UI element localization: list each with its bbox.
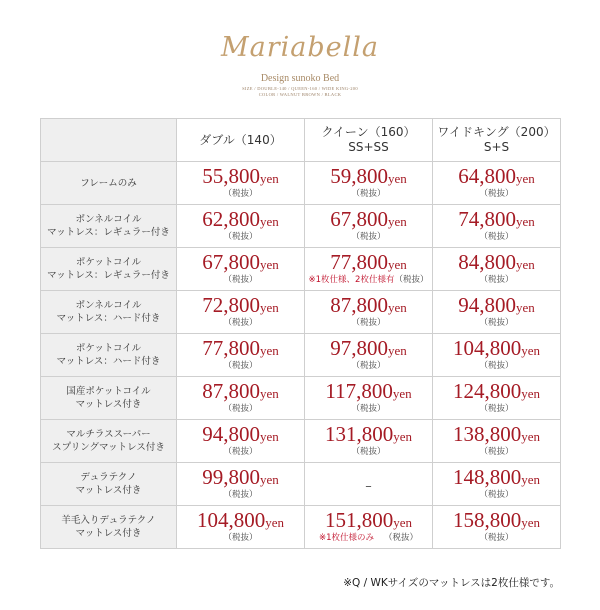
- table-row: [41, 291, 561, 334]
- spec-note: ※1枚仕様、2枚仕様有: [308, 275, 395, 285]
- tax-excluded-label: （税抜）: [479, 490, 514, 500]
- price-currency: yen: [387, 343, 407, 358]
- price-amount: 62,800: [202, 207, 260, 231]
- table-row: [41, 463, 561, 506]
- tax-line: [305, 275, 432, 286]
- price-amount: 77,800: [330, 250, 388, 274]
- price: [305, 510, 432, 533]
- tax-excluded-label: （税抜）: [479, 275, 514, 285]
- price-amount: 104,800: [196, 508, 266, 532]
- brand-logo: [0, 0, 600, 110]
- tax-excluded-label: （税抜）: [394, 275, 429, 285]
- price-cell: [433, 377, 561, 420]
- price-currency: yen: [515, 214, 535, 229]
- tax-excluded-label: （税抜）: [223, 533, 258, 543]
- tax-line: [305, 318, 432, 329]
- price-amount: 84,800: [458, 250, 516, 274]
- price-currency: yen: [259, 171, 279, 186]
- tax-line: [177, 361, 304, 372]
- price-cell: [305, 248, 433, 291]
- tax-excluded-label: （税抜）: [384, 533, 419, 543]
- price-amount: 74,800: [458, 207, 516, 231]
- price-currency: yen: [387, 300, 407, 315]
- price-amount: 99,800: [202, 465, 260, 489]
- tax-excluded-label: （税抜）: [223, 189, 258, 199]
- price-currency: yen: [515, 300, 535, 315]
- logo-sizes: SIZE / DOUBLE-140 / QUEEN-160 / WIDE KING-200: [242, 86, 358, 91]
- price-amount: 72,800: [202, 293, 260, 317]
- price-cell: [305, 334, 433, 377]
- tax-excluded-label: （税抜）: [351, 318, 386, 328]
- price-amount: 59,800: [330, 164, 388, 188]
- logo-subtitle: Design sunoko Bed: [260, 73, 340, 84]
- table-row: [41, 377, 561, 420]
- price-cell: [433, 205, 561, 248]
- tax-line: [177, 189, 304, 200]
- price: [305, 209, 432, 232]
- price: [433, 252, 560, 275]
- price-cell: [305, 205, 433, 248]
- price: [305, 166, 432, 189]
- price-currency: yen: [387, 214, 407, 229]
- price-amount: 64,800: [458, 164, 516, 188]
- row-label: [41, 291, 177, 334]
- tax-excluded-label: （税抜）: [223, 275, 258, 285]
- tax-excluded-label: （税抜）: [479, 447, 514, 457]
- price-cell: [433, 291, 561, 334]
- tax-line: [433, 232, 560, 243]
- row-label: [41, 506, 177, 549]
- price-amount: 87,800: [202, 379, 260, 403]
- tax-excluded-label: （税抜）: [351, 361, 386, 371]
- tax-line: [433, 275, 560, 286]
- tax-excluded-label: （税抜）: [223, 404, 258, 414]
- row-label-line: マルチラススーパー: [66, 429, 151, 440]
- row-label: [41, 248, 177, 291]
- price: [177, 209, 304, 232]
- price-cell: [177, 248, 305, 291]
- tax-excluded-label: （税抜）: [479, 361, 514, 371]
- spec-note: ※1枚仕様のみ: [318, 533, 374, 543]
- tax-excluded-label: （税抜）: [479, 189, 514, 199]
- price: [433, 510, 560, 533]
- price-amount: 124,800: [452, 379, 522, 403]
- table-row: [41, 162, 561, 205]
- price-cell: [177, 162, 305, 205]
- tax-line: [305, 361, 432, 372]
- tax-excluded-label: （税抜）: [351, 189, 386, 199]
- row-label: [41, 420, 177, 463]
- row-label-line: ボンネルコイル: [75, 300, 142, 311]
- price: [433, 424, 560, 447]
- tax-excluded-label: （税抜）: [223, 490, 258, 500]
- price-currency: yen: [387, 171, 407, 186]
- table-corner: [41, 119, 177, 162]
- table-header-row: [41, 119, 561, 162]
- price-cell: [177, 377, 305, 420]
- price: [177, 295, 304, 318]
- price-cell: [177, 506, 305, 549]
- price-currency: yen: [259, 257, 279, 272]
- row-label-line: マットレス付き: [75, 399, 142, 410]
- price-cell: [433, 162, 561, 205]
- row-label-line: マットレス：レギュラー付き: [47, 270, 170, 281]
- price-currency: yen: [521, 429, 541, 444]
- price-amount: 55,800: [202, 164, 260, 188]
- price: [433, 381, 560, 404]
- price: [177, 424, 304, 447]
- tax-line: [177, 275, 304, 286]
- price-cell: [177, 463, 305, 506]
- tax-excluded-label: （税抜）: [223, 361, 258, 371]
- price-cell: [433, 506, 561, 549]
- row-label: [41, 334, 177, 377]
- column-title: ダブル（140）: [199, 132, 282, 147]
- price-amount: 117,800: [325, 379, 393, 403]
- price-currency: yen: [393, 429, 413, 444]
- row-label: [41, 377, 177, 420]
- row-label-line: スプリングマットレス付き: [52, 442, 165, 453]
- row-label-line: マットレス付き: [75, 485, 142, 496]
- tax-line: [433, 189, 560, 200]
- table-row: [41, 248, 561, 291]
- tax-line: [305, 533, 432, 544]
- price-currency: yen: [387, 257, 407, 272]
- price-currency: yen: [259, 343, 279, 358]
- price-cell: [433, 248, 561, 291]
- tax-line: [305, 189, 432, 200]
- price-amount: 77,800: [202, 336, 260, 360]
- price-cell: [305, 162, 433, 205]
- price: [305, 424, 432, 447]
- tax-line: [177, 232, 304, 243]
- row-label-line: ポケットコイル: [75, 343, 142, 354]
- price-currency: yen: [259, 300, 279, 315]
- logo-wordmark: Mariabella: [220, 32, 379, 63]
- price: [305, 252, 432, 275]
- price-cell: [177, 334, 305, 377]
- row-label-line: マットレス：レギュラー付き: [47, 227, 170, 238]
- row-label-line: フレームのみ: [80, 177, 137, 189]
- row-label-line: マットレス付き: [75, 528, 142, 539]
- tax-line: [433, 533, 560, 544]
- price-currency: yen: [521, 515, 541, 530]
- tax-line: [177, 447, 304, 458]
- price-cell: [305, 506, 433, 549]
- table-row: [41, 334, 561, 377]
- price-amount: 94,800: [458, 293, 516, 317]
- price-cell: [177, 205, 305, 248]
- column-subtitle: SS+SS: [348, 140, 389, 154]
- price: [305, 338, 432, 361]
- price: [433, 295, 560, 318]
- price-amount: 151,800: [324, 508, 394, 532]
- price-cell: [305, 420, 433, 463]
- price: [305, 295, 432, 318]
- price: [177, 166, 304, 189]
- price-cell: [305, 377, 433, 420]
- price: [433, 467, 560, 490]
- column-header-wide-king: [433, 119, 561, 162]
- price-currency: yen: [259, 386, 279, 401]
- price-amount: 148,800: [452, 465, 522, 489]
- row-label: [41, 205, 177, 248]
- price-amount: 131,800: [324, 422, 394, 446]
- price: [177, 381, 304, 404]
- price-currency: yen: [265, 515, 285, 530]
- price-currency: yen: [515, 171, 535, 186]
- price-table: [40, 118, 561, 549]
- price-amount: 104,800: [452, 336, 522, 360]
- tax-line: [433, 318, 560, 329]
- table-row: [41, 205, 561, 248]
- price-amount: 87,800: [330, 293, 388, 317]
- price-amount: 97,800: [330, 336, 388, 360]
- row-label-line: マットレス：ハード付き: [56, 356, 161, 367]
- column-title: クイーン（160）: [321, 125, 416, 139]
- logo-colors: COLOR / WALNUT BROWN / BLACK: [258, 92, 342, 97]
- price-amount: 67,800: [202, 250, 260, 274]
- row-label: [41, 162, 177, 205]
- tax-line: [433, 490, 560, 501]
- tax-excluded-label: （税抜）: [351, 447, 386, 457]
- tax-excluded-label: （税抜）: [223, 447, 258, 457]
- price: [305, 381, 432, 404]
- tax-line: [433, 404, 560, 415]
- price-currency: yen: [392, 386, 412, 401]
- price-currency: yen: [259, 214, 279, 229]
- column-header-double: [177, 119, 305, 162]
- tax-excluded-label: （税抜）: [223, 232, 258, 242]
- price-currency: yen: [521, 343, 541, 358]
- row-label-line: マットレス：ハード付き: [56, 313, 161, 324]
- row-label-line: 国産ポケットコイル: [66, 386, 151, 397]
- column-subtitle: S+S: [483, 140, 510, 154]
- tax-excluded-label: （税抜）: [351, 232, 386, 242]
- tax-excluded-label: （税抜）: [479, 232, 514, 242]
- row-label-line: ボンネルコイル: [75, 214, 142, 225]
- price: [177, 467, 304, 490]
- price-amount: 138,800: [452, 422, 522, 446]
- tax-excluded-label: （税抜）: [479, 404, 514, 414]
- table-row: [41, 420, 561, 463]
- price-cell: [177, 420, 305, 463]
- price-cell: [433, 463, 561, 506]
- price-cell: [433, 420, 561, 463]
- price-amount: 158,800: [452, 508, 522, 532]
- row-label: [41, 463, 177, 506]
- price-currency: yen: [521, 472, 541, 487]
- price-cell: [305, 291, 433, 334]
- price-currency: yen: [393, 515, 413, 530]
- tax-line: [305, 232, 432, 243]
- column-title: ワイドキング（200）: [437, 125, 556, 139]
- row-label-line: デュラテクノ: [80, 472, 137, 483]
- price: [177, 252, 304, 275]
- tax-line: [305, 404, 432, 415]
- price-currency: yen: [259, 472, 279, 487]
- price: [177, 338, 304, 361]
- tax-line: [177, 404, 304, 415]
- tax-line: [305, 447, 432, 458]
- column-header-queen: [305, 119, 433, 162]
- price: [177, 510, 304, 533]
- price-amount: 94,800: [202, 422, 260, 446]
- price-cell: [305, 463, 433, 506]
- tax-line: [177, 490, 304, 501]
- price-currency: yen: [259, 429, 279, 444]
- row-label-line: 羊毛入りデュラテクノ: [61, 515, 156, 526]
- price-amount: 67,800: [330, 207, 388, 231]
- price-currency: yen: [515, 257, 535, 272]
- price: [433, 166, 560, 189]
- tax-line: [433, 361, 560, 372]
- footer-note: ※Q / WKサイズのマットレスは2枚仕様です。: [343, 577, 560, 589]
- price: [433, 209, 560, 232]
- price-currency: yen: [521, 386, 541, 401]
- tax-excluded-label: （税抜）: [479, 533, 514, 543]
- table-row: [41, 506, 561, 549]
- tax-line: [433, 447, 560, 458]
- tax-line: [177, 318, 304, 329]
- price: [433, 338, 560, 361]
- not-available-dash: –: [365, 478, 372, 494]
- price-cell: [177, 291, 305, 334]
- tax-excluded-label: （税抜）: [351, 404, 386, 414]
- tax-line: [177, 533, 304, 544]
- price-cell: [433, 334, 561, 377]
- tax-excluded-label: （税抜）: [479, 318, 514, 328]
- tax-excluded-label: （税抜）: [223, 318, 258, 328]
- row-label-line: ポケットコイル: [75, 257, 142, 268]
